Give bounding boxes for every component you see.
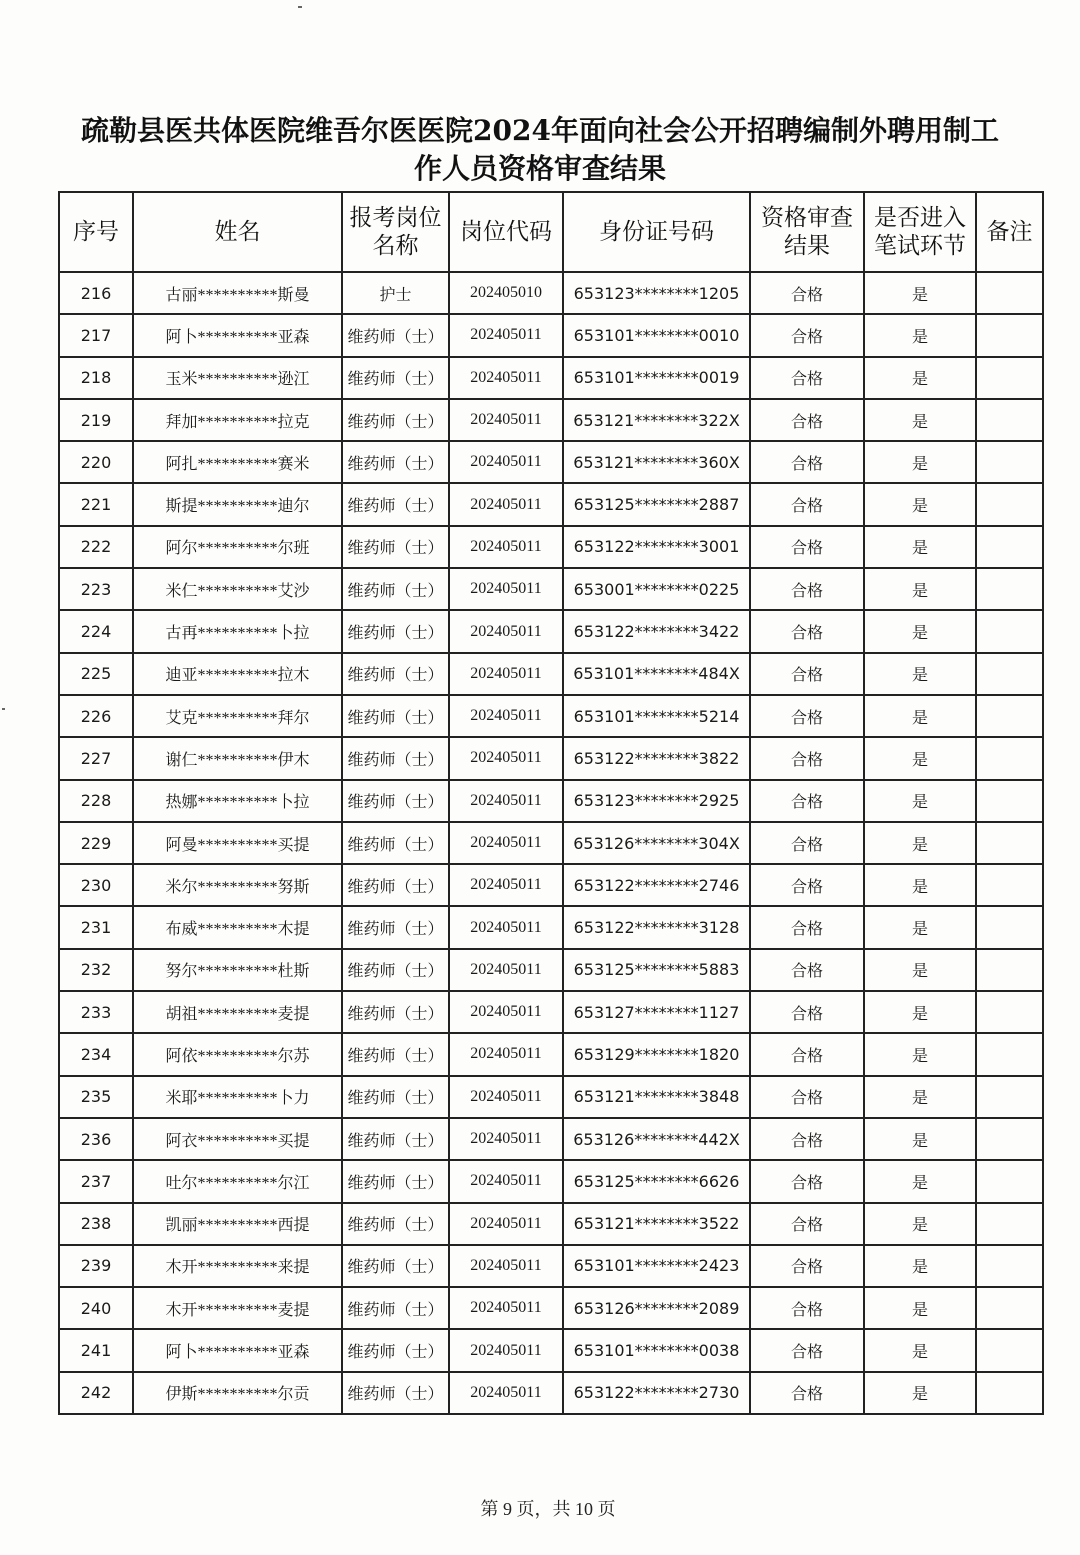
table-row bbox=[59, 1287, 1043, 1329]
cell-id-number: 653001********0225 bbox=[563, 568, 750, 610]
title-line-2: 作人员资格审查结果 bbox=[413, 152, 666, 185]
cell-seq: 235 bbox=[59, 1076, 133, 1118]
cell-written-exam: 是 bbox=[864, 526, 976, 568]
header-post-name-label: 报考岗位名称 bbox=[349, 205, 442, 259]
cell-post-code: 202405011 bbox=[449, 1118, 563, 1160]
table-header-row bbox=[59, 192, 1043, 272]
cell-post-name: 维药师（士） bbox=[342, 1076, 449, 1118]
header-id-number: 身份证号码 bbox=[563, 192, 750, 272]
cell-written-exam: 是 bbox=[864, 357, 976, 399]
cell-id-number: 653125********6626 bbox=[563, 1160, 750, 1202]
cell-remark bbox=[976, 1033, 1043, 1075]
cell-post-name: 维药师（士） bbox=[342, 906, 449, 948]
cell-remark bbox=[976, 526, 1043, 568]
cell-seq: 223 bbox=[59, 568, 133, 610]
cell-review-result: 合格 bbox=[750, 610, 864, 652]
cell-id-number: 653121********3848 bbox=[563, 1076, 750, 1118]
cell-post-name: 维药师（士） bbox=[342, 864, 449, 906]
cell-seq: 225 bbox=[59, 653, 133, 695]
cell-post-code: 202405011 bbox=[449, 1076, 563, 1118]
table-row bbox=[59, 1118, 1043, 1160]
cell-written-exam: 是 bbox=[864, 780, 976, 822]
cell-remark bbox=[976, 1160, 1043, 1202]
cell-written-exam: 是 bbox=[864, 737, 976, 779]
cell-remark bbox=[976, 991, 1043, 1033]
cell-name: 米耶**********卜力 bbox=[133, 1076, 342, 1118]
cell-post-name: 维药师（士） bbox=[342, 822, 449, 864]
cell-name: 米尔**********努斯 bbox=[133, 864, 342, 906]
cell-name: 阿曼**********买提 bbox=[133, 822, 342, 864]
cell-remark bbox=[976, 441, 1043, 483]
page-number-footer: 第 9 页，共 10 页 bbox=[480, 1499, 616, 1519]
table-row bbox=[59, 357, 1043, 399]
cell-written-exam: 是 bbox=[864, 568, 976, 610]
cell-post-name: 维药师（士） bbox=[342, 1203, 449, 1245]
cell-written-exam: 是 bbox=[864, 1372, 976, 1414]
cell-review-result: 合格 bbox=[750, 780, 864, 822]
cell-remark bbox=[976, 780, 1043, 822]
header-name: 姓名 bbox=[133, 192, 342, 272]
cell-id-number: 653101********5214 bbox=[563, 695, 750, 737]
cell-id-number: 653121********322X bbox=[563, 399, 750, 441]
cell-post-code: 202405011 bbox=[449, 399, 563, 441]
cell-remark bbox=[976, 1372, 1043, 1414]
cell-remark bbox=[976, 568, 1043, 610]
cell-seq: 241 bbox=[59, 1329, 133, 1371]
cell-review-result: 合格 bbox=[750, 864, 864, 906]
cell-remark bbox=[976, 864, 1043, 906]
cell-post-name: 维药师（士） bbox=[342, 357, 449, 399]
cell-name: 阿卜**********亚森 bbox=[133, 1329, 342, 1371]
table-row bbox=[59, 272, 1043, 314]
cell-remark bbox=[976, 653, 1043, 695]
cell-review-result: 合格 bbox=[750, 1203, 864, 1245]
cell-id-number: 653129********1820 bbox=[563, 1033, 750, 1075]
cell-id-number: 653101********2423 bbox=[563, 1245, 750, 1287]
cell-remark bbox=[976, 906, 1043, 948]
table-row bbox=[59, 780, 1043, 822]
cell-post-code: 202405011 bbox=[449, 695, 563, 737]
table-row bbox=[59, 399, 1043, 441]
cell-name: 阿卜**********亚森 bbox=[133, 314, 342, 356]
cell-review-result: 合格 bbox=[750, 949, 864, 991]
cell-post-code: 202405011 bbox=[449, 1033, 563, 1075]
cell-name: 木开**********麦提 bbox=[133, 1287, 342, 1329]
cell-post-name: 维药师（士） bbox=[342, 1160, 449, 1202]
cell-post-code: 202405011 bbox=[449, 357, 563, 399]
cell-review-result: 合格 bbox=[750, 526, 864, 568]
cell-written-exam: 是 bbox=[864, 1245, 976, 1287]
cell-review-result: 合格 bbox=[750, 1033, 864, 1075]
cell-remark bbox=[976, 1076, 1043, 1118]
cell-post-name: 维药师（士） bbox=[342, 610, 449, 652]
cell-written-exam: 是 bbox=[864, 949, 976, 991]
cell-review-result: 合格 bbox=[750, 695, 864, 737]
cell-name: 胡祖**********麦提 bbox=[133, 991, 342, 1033]
table-row bbox=[59, 949, 1043, 991]
cell-id-number: 653125********2887 bbox=[563, 483, 750, 525]
cell-id-number: 653126********304X bbox=[563, 822, 750, 864]
cell-id-number: 653127********1127 bbox=[563, 991, 750, 1033]
cell-review-result: 合格 bbox=[750, 441, 864, 483]
cell-name: 吐尔**********尔江 bbox=[133, 1160, 342, 1202]
table-row bbox=[59, 1245, 1043, 1287]
cell-post-name: 维药师（士） bbox=[342, 780, 449, 822]
cell-id-number: 653101********0010 bbox=[563, 314, 750, 356]
cell-review-result: 合格 bbox=[750, 906, 864, 948]
title-line-1: 疏勒县医共体医院维吾尔医医院2024年面向社会公开招聘编制外聘用制工 bbox=[81, 114, 999, 147]
cell-post-name: 维药师（士） bbox=[342, 1329, 449, 1371]
cell-seq: 242 bbox=[59, 1372, 133, 1414]
cell-id-number: 653125********5883 bbox=[563, 949, 750, 991]
cell-name: 拜加**********拉克 bbox=[133, 399, 342, 441]
cell-post-name: 维药师（士） bbox=[342, 314, 449, 356]
cell-written-exam: 是 bbox=[864, 822, 976, 864]
cell-post-code: 202405011 bbox=[449, 949, 563, 991]
header-post-code: 岗位代码 bbox=[449, 192, 563, 272]
cell-seq: 216 bbox=[59, 272, 133, 314]
cell-post-code: 202405011 bbox=[449, 822, 563, 864]
cell-written-exam: 是 bbox=[864, 399, 976, 441]
cell-post-code: 202405011 bbox=[449, 906, 563, 948]
cell-name: 艾克**********拜尔 bbox=[133, 695, 342, 737]
cell-remark bbox=[976, 483, 1043, 525]
cell-seq: 234 bbox=[59, 1033, 133, 1075]
cell-post-name: 护士 bbox=[342, 272, 449, 314]
header-written-exam-label: 是否进入笔试环节 bbox=[874, 205, 966, 259]
header-post-name bbox=[342, 192, 449, 272]
cell-id-number: 653122********2746 bbox=[563, 864, 750, 906]
cell-review-result: 合格 bbox=[750, 1118, 864, 1160]
cell-name: 木开**********来提 bbox=[133, 1245, 342, 1287]
cell-post-name: 维药师（士） bbox=[342, 695, 449, 737]
cell-seq: 219 bbox=[59, 399, 133, 441]
cell-written-exam: 是 bbox=[864, 1287, 976, 1329]
cell-name: 热娜**********卜拉 bbox=[133, 780, 342, 822]
header-review-result bbox=[750, 192, 864, 272]
cell-seq: 232 bbox=[59, 949, 133, 991]
document-title bbox=[40, 112, 1040, 188]
cell-name: 阿衣**********买提 bbox=[133, 1118, 342, 1160]
cell-post-name: 维药师（士） bbox=[342, 991, 449, 1033]
cell-review-result: 合格 bbox=[750, 653, 864, 695]
cell-id-number: 653101********484X bbox=[563, 653, 750, 695]
cell-post-code: 202405011 bbox=[449, 1160, 563, 1202]
cell-review-result: 合格 bbox=[750, 822, 864, 864]
cell-remark bbox=[976, 822, 1043, 864]
cell-name: 古再**********卜拉 bbox=[133, 610, 342, 652]
table-row bbox=[59, 483, 1043, 525]
cell-seq: 218 bbox=[59, 357, 133, 399]
table-body bbox=[59, 272, 1043, 1414]
cell-remark bbox=[976, 272, 1043, 314]
cell-name: 阿尔**********尔班 bbox=[133, 526, 342, 568]
cell-remark bbox=[976, 610, 1043, 652]
cell-seq: 227 bbox=[59, 737, 133, 779]
cell-id-number: 653122********3001 bbox=[563, 526, 750, 568]
table-row bbox=[59, 441, 1043, 483]
cell-remark bbox=[976, 1203, 1043, 1245]
cell-name: 玉米**********逊江 bbox=[133, 357, 342, 399]
cell-written-exam: 是 bbox=[864, 1160, 976, 1202]
cell-remark bbox=[976, 314, 1043, 356]
table-row bbox=[59, 1329, 1043, 1371]
cell-seq: 237 bbox=[59, 1160, 133, 1202]
cell-post-name: 维药师（士） bbox=[342, 737, 449, 779]
cell-id-number: 653101********0038 bbox=[563, 1329, 750, 1371]
cell-id-number: 653122********3128 bbox=[563, 906, 750, 948]
cell-review-result: 合格 bbox=[750, 991, 864, 1033]
cell-seq: 230 bbox=[59, 864, 133, 906]
cell-written-exam: 是 bbox=[864, 864, 976, 906]
cell-post-name: 维药师（士） bbox=[342, 441, 449, 483]
cell-seq: 224 bbox=[59, 610, 133, 652]
cell-post-name: 维药师（士） bbox=[342, 483, 449, 525]
cell-name: 伊斯**********尔贡 bbox=[133, 1372, 342, 1414]
cell-review-result: 合格 bbox=[750, 357, 864, 399]
cell-seq: 222 bbox=[59, 526, 133, 568]
cell-written-exam: 是 bbox=[864, 991, 976, 1033]
cell-review-result: 合格 bbox=[750, 1329, 864, 1371]
cell-written-exam: 是 bbox=[864, 1033, 976, 1075]
cell-remark bbox=[976, 357, 1043, 399]
cell-remark bbox=[976, 1329, 1043, 1371]
cell-post-code: 202405011 bbox=[449, 1287, 563, 1329]
cell-written-exam: 是 bbox=[864, 441, 976, 483]
cell-review-result: 合格 bbox=[750, 272, 864, 314]
cell-review-result: 合格 bbox=[750, 314, 864, 356]
cell-post-code: 202405011 bbox=[449, 780, 563, 822]
cell-id-number: 653126********442X bbox=[563, 1118, 750, 1160]
cell-post-code: 202405011 bbox=[449, 1203, 563, 1245]
table-row bbox=[59, 314, 1043, 356]
cell-name: 努尔**********杜斯 bbox=[133, 949, 342, 991]
table-row bbox=[59, 610, 1043, 652]
cell-post-name: 维药师（士） bbox=[342, 399, 449, 441]
cell-post-name: 维药师（士） bbox=[342, 653, 449, 695]
cell-written-exam: 是 bbox=[864, 1203, 976, 1245]
cell-post-name: 维药师（士） bbox=[342, 949, 449, 991]
cell-seq: 239 bbox=[59, 1245, 133, 1287]
header-written-exam bbox=[864, 192, 976, 272]
cell-seq: 228 bbox=[59, 780, 133, 822]
cell-post-code: 202405011 bbox=[449, 526, 563, 568]
cell-review-result: 合格 bbox=[750, 1160, 864, 1202]
cell-seq: 217 bbox=[59, 314, 133, 356]
cell-post-name: 维药师（士） bbox=[342, 526, 449, 568]
cell-written-exam: 是 bbox=[864, 1076, 976, 1118]
cell-written-exam: 是 bbox=[864, 695, 976, 737]
cell-seq: 220 bbox=[59, 441, 133, 483]
cell-review-result: 合格 bbox=[750, 483, 864, 525]
cell-name: 迪亚**********拉木 bbox=[133, 653, 342, 695]
cell-written-exam: 是 bbox=[864, 1118, 976, 1160]
results-table bbox=[58, 191, 1044, 1415]
table-row bbox=[59, 1160, 1043, 1202]
cell-name: 布威**********木提 bbox=[133, 906, 342, 948]
cell-remark bbox=[976, 1287, 1043, 1329]
cell-seq: 233 bbox=[59, 991, 133, 1033]
cell-name: 米仁**********艾沙 bbox=[133, 568, 342, 610]
cell-remark bbox=[976, 737, 1043, 779]
cell-name: 斯提**********迪尔 bbox=[133, 483, 342, 525]
cell-post-code: 202405011 bbox=[449, 314, 563, 356]
cell-written-exam: 是 bbox=[864, 314, 976, 356]
table-row bbox=[59, 1372, 1043, 1414]
cell-review-result: 合格 bbox=[750, 568, 864, 610]
table-row bbox=[59, 653, 1043, 695]
cell-review-result: 合格 bbox=[750, 1287, 864, 1329]
cell-post-code: 202405011 bbox=[449, 653, 563, 695]
cell-written-exam: 是 bbox=[864, 653, 976, 695]
cell-post-code: 202405011 bbox=[449, 483, 563, 525]
cell-review-result: 合格 bbox=[750, 399, 864, 441]
cell-written-exam: 是 bbox=[864, 906, 976, 948]
table-row bbox=[59, 526, 1043, 568]
cell-id-number: 653122********3422 bbox=[563, 610, 750, 652]
cell-post-name: 维药师（士） bbox=[342, 568, 449, 610]
cell-remark bbox=[976, 1118, 1043, 1160]
cell-review-result: 合格 bbox=[750, 1372, 864, 1414]
header-review-result-label: 资格审查结果 bbox=[761, 205, 853, 259]
cell-post-code: 202405011 bbox=[449, 1245, 563, 1287]
cell-written-exam: 是 bbox=[864, 1329, 976, 1371]
cell-seq: 226 bbox=[59, 695, 133, 737]
cell-written-exam: 是 bbox=[864, 272, 976, 314]
cell-post-code: 202405011 bbox=[449, 1329, 563, 1371]
cell-seq: 236 bbox=[59, 1118, 133, 1160]
cell-name: 谢仁**********伊木 bbox=[133, 737, 342, 779]
cell-post-name: 维药师（士） bbox=[342, 1287, 449, 1329]
cell-id-number: 653101********0019 bbox=[563, 357, 750, 399]
scan-speck bbox=[298, 6, 302, 8]
cell-id-number: 653121********360X bbox=[563, 441, 750, 483]
scan-speck bbox=[2, 708, 5, 710]
cell-id-number: 653122********3822 bbox=[563, 737, 750, 779]
header-seq: 序号 bbox=[59, 192, 133, 272]
cell-id-number: 653121********3522 bbox=[563, 1203, 750, 1245]
cell-post-code: 202405011 bbox=[449, 441, 563, 483]
cell-post-name: 维药师（士） bbox=[342, 1245, 449, 1287]
cell-post-code: 202405011 bbox=[449, 568, 563, 610]
cell-remark bbox=[976, 949, 1043, 991]
cell-post-code: 202405011 bbox=[449, 864, 563, 906]
table-row bbox=[59, 864, 1043, 906]
cell-post-name: 维药师（士） bbox=[342, 1118, 449, 1160]
cell-remark bbox=[976, 695, 1043, 737]
cell-post-code: 202405011 bbox=[449, 991, 563, 1033]
cell-id-number: 653126********2089 bbox=[563, 1287, 750, 1329]
table-row bbox=[59, 906, 1043, 948]
table-row bbox=[59, 695, 1043, 737]
cell-seq: 238 bbox=[59, 1203, 133, 1245]
cell-name: 凯丽**********西提 bbox=[133, 1203, 342, 1245]
table-row bbox=[59, 568, 1043, 610]
cell-review-result: 合格 bbox=[750, 737, 864, 779]
cell-seq: 221 bbox=[59, 483, 133, 525]
cell-written-exam: 是 bbox=[864, 483, 976, 525]
header-remarks: 备注 bbox=[976, 192, 1043, 272]
cell-written-exam: 是 bbox=[864, 610, 976, 652]
cell-post-code: 202405011 bbox=[449, 737, 563, 779]
table-row bbox=[59, 1076, 1043, 1118]
cell-name: 阿依**********尔苏 bbox=[133, 1033, 342, 1075]
table-row bbox=[59, 737, 1043, 779]
cell-review-result: 合格 bbox=[750, 1076, 864, 1118]
cell-seq: 240 bbox=[59, 1287, 133, 1329]
cell-name: 古丽**********斯曼 bbox=[133, 272, 342, 314]
cell-post-name: 维药师（士） bbox=[342, 1372, 449, 1414]
table-row bbox=[59, 991, 1043, 1033]
cell-post-name: 维药师（士） bbox=[342, 1033, 449, 1075]
cell-name: 阿扎**********赛米 bbox=[133, 441, 342, 483]
table-row bbox=[59, 822, 1043, 864]
cell-post-code: 202405011 bbox=[449, 1372, 563, 1414]
cell-id-number: 653123********2925 bbox=[563, 780, 750, 822]
table-row bbox=[59, 1033, 1043, 1075]
cell-remark bbox=[976, 399, 1043, 441]
cell-seq: 229 bbox=[59, 822, 133, 864]
cell-remark bbox=[976, 1245, 1043, 1287]
cell-review-result: 合格 bbox=[750, 1245, 864, 1287]
cell-seq: 231 bbox=[59, 906, 133, 948]
table-row bbox=[59, 1203, 1043, 1245]
cell-id-number: 653123********1205 bbox=[563, 272, 750, 314]
cell-id-number: 653122********2730 bbox=[563, 1372, 750, 1414]
cell-post-code: 202405010 bbox=[449, 272, 563, 314]
cell-post-code: 202405011 bbox=[449, 610, 563, 652]
